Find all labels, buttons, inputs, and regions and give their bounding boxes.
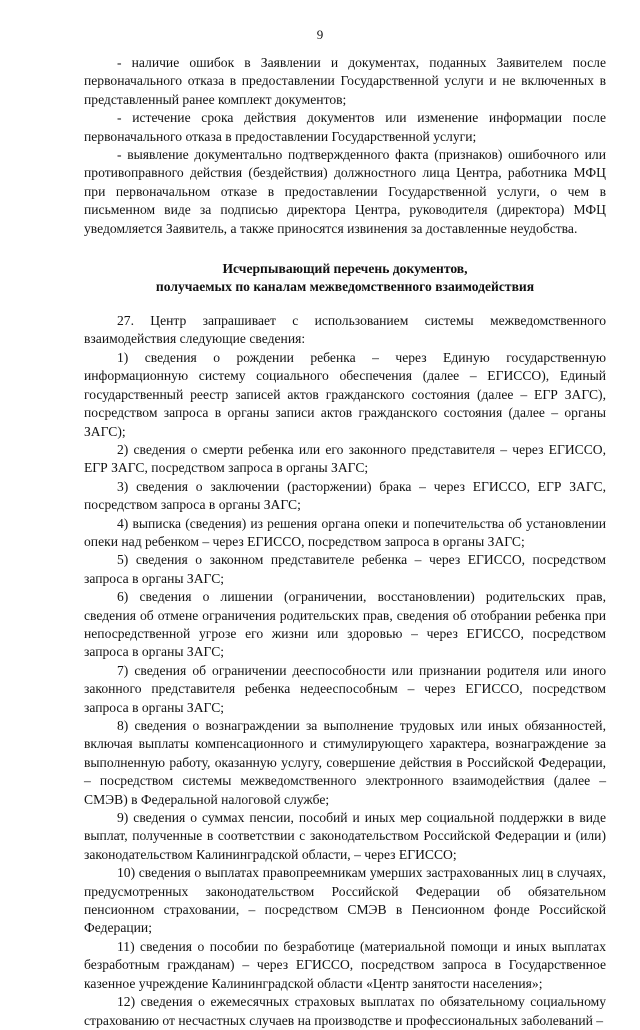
list-item: 8) сведения о вознаграждении за выполнение трудовых или иных обязанностей, включая выплаты компенсационного и стимулирующего характера, вознаграждение за выполненную работу, оказанную услугу, совершение действия в Российской Федерации, – посредством системы межведомственного электронного взаимодействия (далее – СМЭВ) в Федеральной налоговой службе; [84,718,606,807]
document-body [84,54,606,1030]
list-item: 10) сведения о выплатах правопреемникам умерших застрахованных лиц в случаях, предусмотренных законодательством Российской Федерации об обязательном пенсионном страховании, – посредством СМЭВ в Пенсионном фонде Российской Федерации; [84,865,606,936]
list-item: 2) сведения о смерти ребенка или его законного представителя – через ЕГИССО, ЕГР ЗАГС, посредством запроса в органы ЗАГС; [84,441,606,476]
list-item: 12) сведения о ежемесячных страховых выплатах по обязательному социальному страхованию от несчастных случаев на производстве и профессиональных заболеваний – [84,994,606,1028]
list-item: 6) сведения о лишении (ограничении, восстановлении) родительских прав, сведения об отмене ограничения родительских прав, сведения об отобрании ребенка при непосредственной угрозе его жизни или здоровью – через ЕГИССО, посредством запроса в органы ЗАГС; [84,589,606,660]
list-item: 7) сведения об ограничении дееспособности или признании родителя или иного законного представителя ребенка недееспособным – через ЕГИССО, посредством запроса в органы ЗАГС; [84,662,606,715]
list-item: 9) сведения о суммах пенсии, пособий и иных мер социальной поддержки в виде выплат, полученные в соответствии с законодательством Российской Федерации и (или) законодательством Калининградской области, – через ЕГИССО; [84,810,606,862]
section-heading-line: Исчерпывающий перечень документов, [222,261,468,277]
intro-paragraph: - выявление документально подтвержденного факта (признаков) ошибочного или противоправного действия (бездействия) должностного лица Центра, работника МФЦ при первоначальном отказе в предоставлении Государственной услуги, о чем в письменном виде за подписью директора Центра, руководителя (директора) МФЦ уведомляется Заявитель, а также приносятся извинения за доставленные неудобства. [84,147,606,236]
list-item: 1) сведения о рождении ребенка – через Единую государственную информационную систему социального обеспечения (далее – ЕГИССО), Единый государственный реестр записей актов гражданского состояния (далее – ЕГР ЗАГС), посредством запроса в органы записи актов гражданского состояния (далее – органы ЗАГС); [84,349,606,439]
section-heading [84,260,606,295]
intro-paragraph: - истечение срока действия документов или изменение информации после первоначального отказа в предоставлении Государственной услуги; [84,110,606,144]
section-heading-line: получаемых по каналам межведомственного взаимодействия [155,278,535,294]
list-item: 5) сведения о законном представителе ребенка – через ЕГИССО, посредством запроса в органы ЗАГС; [84,552,606,586]
list-intro: 27. Центр запрашивает с использованием системы межведомственного взаимодействия следующие сведения: [84,313,606,347]
list-item: 11) сведения о пособии по безработице (материальной помощи и иных выплатах безработным гражданам) – через ЕГИССО, посредством запроса в Государственное казенное учреждение Калининградской области «Центр занятости населения»; [84,938,606,991]
list-item: 4) выписка (сведения) из решения органа опеки и попечительства об установлении опеки над ребенком – через ЕГИССО, посредством запроса в органы ЗАГС; [84,515,606,549]
intro-paragraph: - наличие ошибок в Заявлении и документах, поданных Заявителем после первоначального отказа в предоставлении Государственной услуги и не включенных в представленный ранее комплект документов; [84,55,606,107]
page-number: 9 [316,27,324,42]
list-item: 3) сведения о заключении (расторжении) брака – через ЕГИССО, ЕГР ЗАГС, посредством запроса в органы ЗАГС; [84,478,606,513]
